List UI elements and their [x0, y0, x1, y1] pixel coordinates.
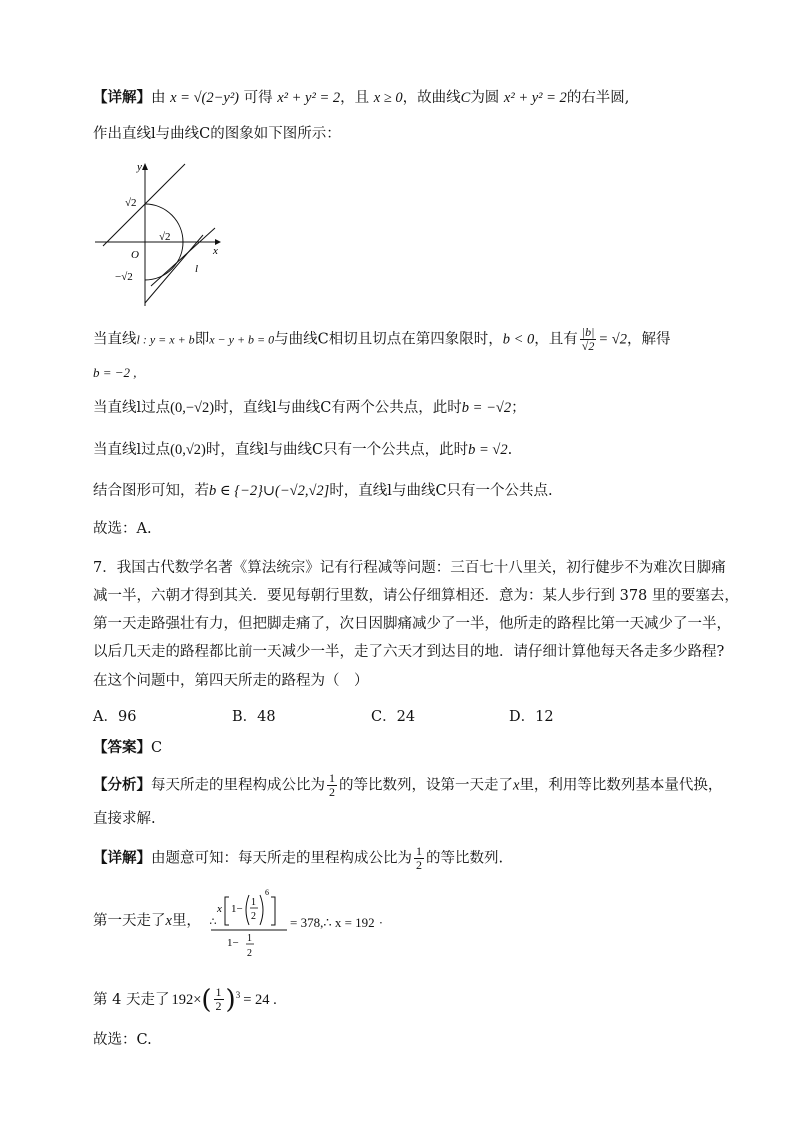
detail-paragraph-2: 【详解】由题意可知：每天所走的里程构成公比为 $\frac{1}{2}$ 的等比数列.: [93, 844, 504, 872]
graph-figure: [93, 158, 233, 308]
abs-b-fraction: $\frac{|b|}{√2}$: [581, 325, 595, 353]
day4-half-fraction: $\frac{1}{2}$: [215, 985, 222, 1014]
q7-line-1: 7．我国古代数学名著《算法统宗》记有行程减等问题：三百七十八里关，初行健步不为难次日脚痛: [93, 560, 726, 576]
choice-c: 故选：C.: [93, 1032, 152, 1048]
svg-text:2: 2: [247, 948, 252, 959]
detail-tag: 【详解】: [93, 89, 151, 106]
day1-line: 第一天走了x里， ∴: [93, 913, 217, 929]
day1-result: = 378,∴ x = 192 ·: [290, 915, 384, 930]
sum-fraction: [205, 883, 295, 963]
sqrt2-mid-label: √2: [159, 231, 171, 243]
analysis-line-1: 【分析】每天所走的里程构成公比为 $\frac{1}{2}$ 的等比数列，设第一天走了x里，利用等比数列基本量代换，: [93, 771, 723, 799]
paragraph-conclusion: 结合图形可知，若b ∈ {−2}∪(−√2,√2]时，直线l与曲线C只有一个公共点.: [93, 483, 553, 499]
paragraph-two-points: 当直线l过点(0,−√2)时，直线l与曲线C有两个公共点，此时b = −√2；: [93, 400, 526, 416]
choice-a: 故选：A.: [93, 521, 152, 537]
origin-label: O: [131, 249, 139, 261]
svg-text:2: 2: [251, 911, 256, 922]
q7-line-2: 减一半，六朝才得到其关．要见每朝行里数，请公仔细算相还．意为：某人步行到 378 里的要塞去，: [93, 588, 739, 604]
half-fraction: $\frac{1}{2}$: [329, 771, 335, 799]
answer-value: C: [151, 740, 163, 756]
option-a[interactable]: A．96: [93, 709, 137, 725]
ratio-fraction: $\frac{1}{2}$: [416, 844, 422, 872]
svg-text:6: 6: [265, 888, 269, 897]
q7-line-3: 第一天走路强壮有力，但把脚走痛了，次日因脚痛减少了一半，他所走的路程比第一天减少了一半，: [93, 616, 731, 632]
y-label: y: [137, 161, 142, 173]
detail2-tag: 【详解】: [93, 849, 151, 867]
svg-text:x: x: [217, 903, 222, 915]
answer-tag: 【答案】: [93, 739, 151, 756]
graph-intro: 作出直线l与曲线C的图象如下图所示：: [93, 126, 341, 142]
x-label: x: [213, 245, 218, 257]
option-d[interactable]: D．12: [509, 709, 554, 725]
svg-text:1: 1: [247, 933, 252, 944]
svg-text:1: 1: [251, 897, 256, 908]
option-c[interactable]: C．24: [371, 709, 416, 725]
answer-line: [93, 738, 734, 758]
tangent-paragraph: 当直线l : y = x + b即x − y + b = 0与曲线C相切且切点在第四象限时，b < 0，且有 $\frac{|b|}{√2}$ = √2，解得: [93, 325, 671, 353]
option-b[interactable]: B．48: [232, 709, 276, 725]
svg-text:1−: 1−: [227, 937, 239, 949]
day4-line: 第 4 天走了 192×( $\frac{1}{2}$ )$^3$ = 24 .: [93, 984, 277, 1015]
q7-line-5: 在这个问题中，第四天所走的路程为（ ）: [93, 673, 369, 689]
neg-sqrt2-label: −√2: [115, 271, 133, 283]
b-value-line: b = −2 ,: [93, 365, 137, 380]
q7-line-4: 以后几天走的路程都比前一天减少一半，走了六天才到达目的地．请仔细计算他每天各走多少路程?: [93, 644, 725, 660]
l-label: l: [195, 263, 199, 275]
paragraph-one-point: 当直线l过点(0,√2)时，直线l与曲线C只有一个公共点，此时b = √2.: [93, 442, 513, 458]
detail-paragraph-1: 【详解】由 x = √(2−y²) 可得 x² + y² = 2，且 x ≥ 0，故曲线C为圆 x² + y² = 2的右半圆,: [93, 89, 630, 106]
svg-text:1−: 1−: [231, 903, 243, 915]
analysis-tag: 【分析】: [93, 776, 151, 794]
line-upper: [103, 164, 185, 246]
analysis-line-2: 直接求解.: [93, 811, 156, 827]
sqrt2-top-label: √2: [125, 197, 137, 209]
